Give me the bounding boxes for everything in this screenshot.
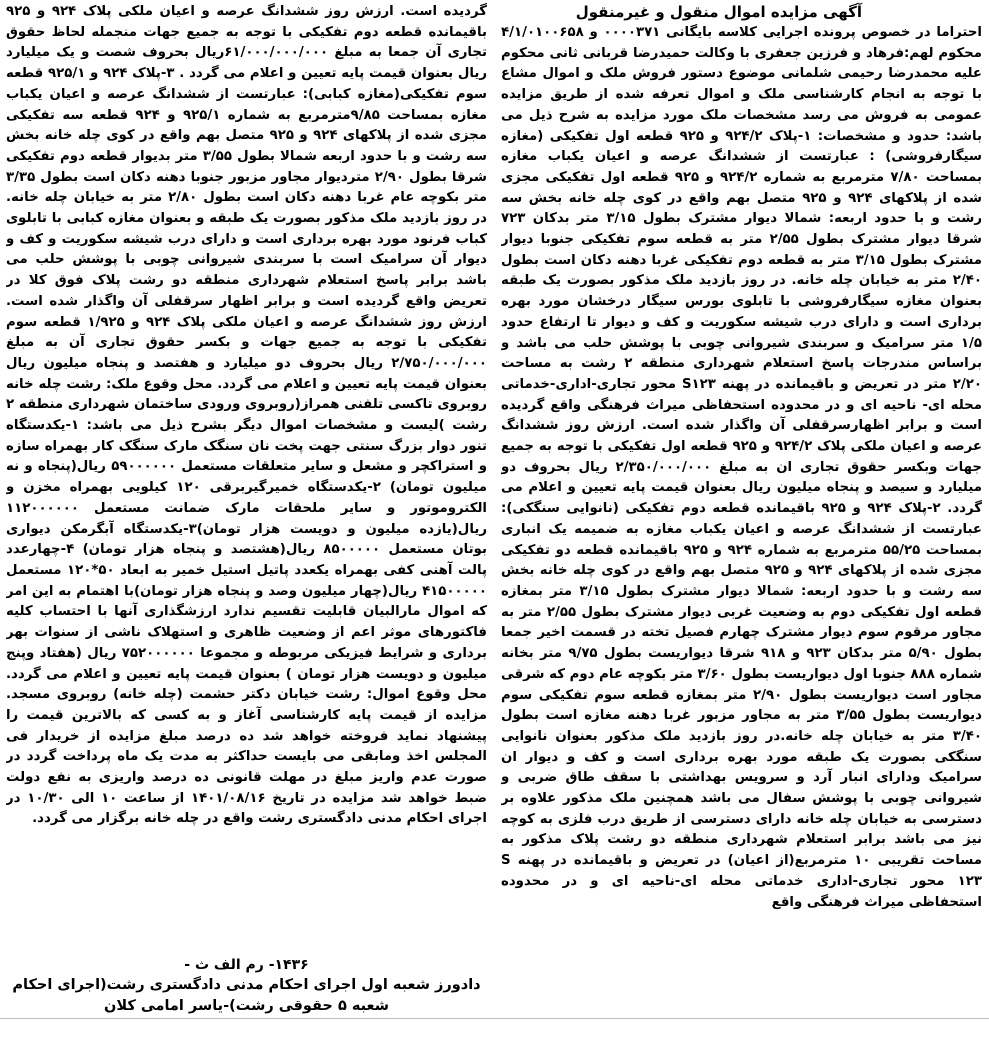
notice-code: ۱۴۳۶- رم الف ث -	[184, 957, 309, 973]
footer-divider	[0, 1018, 989, 1019]
auction-notice	[5, 2, 982, 1017]
notice-title: آگهی مزایده اموال منقول و غیرمنقول	[575, 3, 862, 21]
notice-column-left	[6, 2, 487, 1017]
notice-signature-line-2: شعبه ۵ حقوقی رشت)-یاسر امامی کلان	[103, 998, 390, 1014]
notice-signature-line-1: دادورز شعبه اول اجرای احکام مدنی دادگستری رشت(اجرای احکام	[12, 977, 481, 993]
notice-text-left: گردیده است. ارزش روز ششدانگ عرصه و اعیان ملکی پلاک ۹۲۴ و ۹۲۵ باقیمانده قطعه دوم تفکیکی با توجه به جمیع جهات منجمله لحاظ حقوق تجاری آن جمعا به مبلغ ۶۱/۰۰۰/۰۰۰/۰۰۰ریال بحروف شصت و یک میلیارد ریال بعنوان قیمت پایه تعیین و اعلام می گردد . ۳-پلاک ۹۲۴ و ۹۲۵/۱ قطعه سوم تفکیکی(مغازه کبابی): عبارتست از ششدانگ عرصه و اعیان یکباب مغازه بمساحت ۹/۸۵مترمربع به شماره ۹۲۵/۱ و ۹۲۴ قطعه سه تفکیکی مجزی شده از پلاکهای ۹۲۴ و ۹۲۵ متصل بهم واقع در کوی چله خانه بخش سه رشت و با حدود اربعه شمالا بطول ۳/۵۵ متر بدیوار قطعه دوم تفکیکی شرقا بطول ۲/۹۰ متردیوار مجاور مزبور جنوبا دهنه دکان است بطول ۳/۳۵ متر بکوچه عام غربا دهنه دکان است بطول ۲/۸۰ متر به خیابان چله خانه. در روز بازدید ملک مذکور بصورت یک طبقه و بعنوان مغازه کبابی با تابلوی کباب فرنود مورد بهره برداری است و دارای درب شیشه سکوریت و کف و دیوار آن سرامیک است با سربندی شیروانی چوبی با پوشش حلب می باشد برابر پاسخ استعلام شهرداری منطقه دو رشت پلاک فوق کلا در تعریض واقع گردیده است و برابر اظهار سرقفلی آن واگذار شده است. ارزش روز ششدانگ عرصه و اعیان ملکی پلاک ۹۲۴ و ۱/۹۲۵ قطعه سوم تفکیکی با توجه به جمیع جهات و بکسر حقوق تجاری آن به مبلغ ۲/۷۵۰/۰۰۰/۰۰۰ ریال بحروف دو میلیارد و هفتصد و پنجاه میلیون ریال بعنوان قیمت پایه تعیین و اعلام می گردد. محل وقوع ملک: رشت چله خانه روبروی تاکسی تلفنی همراز(روبروی ورودی ساختمان شهرداری منطقه ۲ رشت )لیست و مشخصات اموال دیگر بشرح ذیل می باشد: ۱-یکدستگاه تنور دوار بزرگ سنتی جهت پخت نان سنگک مارک سنگک کار بهمراه سازه و استراکچر و مشعل و سایر متعلقات مستعمل ۵۹۰۰۰۰۰۰ ریال(پنجاه و نه میلیون تومان) ۲-یکدستگاه خمیرگیربرقی ۱۲۰ کیلویی بهمراه مخزن و الکتروموتور و سایر ملحقات مارک ضمانت مستعمل ۱۱۲۰۰۰۰۰۰ ریال(یازده میلیون و دویست هزار تومان)۳-یکدستگاه آبگرمکن دیواری بوتان مستعمل ۸۵۰۰۰۰۰ ریال(هشتصد و پنجاه هزار تومان) ۴-چهارعدد پالت آهنی کفی بهمراه یکعدد پاتیل استیل خمیر به ابعاد ۵۰*۱۲۰ مستعمل ۴۱۵۰۰۰۰۰ ریال(چهار میلیون وصد و پنجاه هزار تومان)با اهتمام به این امر که اموال مارالبیان قابلیت تقسیم ندارد ارزشگذاری آنها با احتساب کلیه فاکتورهای موثر اعم از وضعیت ظاهری و استهلاک ناشی از سنوات بهر برداری و شرایط فیزیکی مربوطه و مجموعا ۷۵۲۰۰۰۰۰۰ ریال (هفتاد وپنج میلیون و دویست هزار تومان ) بعنوان قیمت پایه تعیین و اعلام می گردد. محل وقوع اموال: رشت خیابان دکتر حشمت (چله خانه) روبروی مسجد. مزایده از قیمت پایه کارشناسی آغاز و به کسی که بالاترین قیمت را پیشنهاد نماید فروخته خواهد شد ده درصد مبلغ مزایده از خریدار فی المجلس اخذ ومابقی می بایست حداکثر به مدت یک ماه پرداخت گردد در صورت عدم واریز مبلغ در مهلت قانونی ده درصد واریزی به نفع دولت ضبط خواهد شد مزایده در تاریخ ۱۴۰۱/۰۸/۱۶ از ساعت ۱۰ الی ۱۰/۳۰ در اجرای احکام مدنی دادگستری رشت واقع در چله خانه برگزار می گردد.	[6, 4, 487, 827]
notice-text-right: احتراما در خصوص پرونده اجرایی کلاسه بایگانی ۰۰۰۰۳۷۱ و ۴/۱/۰۱۰۰۶۵۸ محکوم لهم:فرهاد و فرزین جعفری با وکالت حمیدرضا قربانی ثانی محکوم علیه محمدرضا رحیمی شلمانی موضوع دستور فروش ملک و اموال مشاع با توجه به انجام کارشناسی ملک و اموال تعرفه شده از طریق مزایده عمومی به فروش می رسد مشخصات ملک مورد مزایده به شرح ذیل می باشد: حدود و مشخصات: ۱-پلاک ۹۲۴/۲ و ۹۲۵ قطعه اول تفکیکی (مغازه سیگارفروشی) : عبارتست از ششدانگ عرصه و اعیان یکباب مغازه بمساحت ۷/۸۰ مترمربع به شماره ۹۲۴/۲ و ۹۲۵ قطعه اول تفکیکی مجزی شده از پلاکهای ۹۲۴ و ۹۲۵ متصل بهم واقع در کوی چله خانه بخش سه رشت و با حدود اربعه: شمالا دیوار مشترک بطول ۳/۱۵ متر بدکان ۷۲۳ شرقا دیوار مشترک بطول ۲/۵۵ متر به قطعه سوم تفکیکی جنوبا دیوار مشترک بطول ۳/۱۵ متر به قطعه دوم تفکیکی غربا دهنه دکان است بطول ۲/۴۰ متر به خیابان چله خانه. در روز بازدید ملک مذکور بصورت یک طبقه بعنوان مغازه سیگارفروشی با تابلوی بورس سیگار درخشان مورد بهره برداری است و دارای درب شیشه سکوریت و کف و دیوار تا ارتفاع حدود ۱/۵ متر سرامیک و سربندی شیروانی چوبی با پوشش حلب می باشد و براساس مندرجات پاسخ استعلام شهرداری منطقه ۲ رشت به مساحت ۲/۲۰ متر در تعریض و باقیمانده در پهنه S۱۲۳ محور تجاری-اداری-خدماتی محله ای- ناحیه ای و در محدوده استحفاظی میراث فرهنگی واقع گردیده است و برابر اظهارسرقفلی آن واگذار شده است. ارزش روز ششدانگ عرصه و اعیان ملکی پلاک ۹۲۴/۲ و ۹۲۵ قطعه اول تفکیکی با توجه به جمیع جهات وبکسر حقوق تجاری ان به مبلغ ۲/۳۵۰/۰۰۰/۰۰۰ ریال بحروف دو میلیارد و سیصد و پنجاه میلیون ریال بعنوان قیمت پایه تعیین و اعلام می گردد. ۲-پلاک ۹۲۴ و ۹۲۵ باقیمانده قطعه دوم تفکیکی (نانوایی سنگکی): عبارتست از ششدانگ عرصه و اعیان یکباب مغازه به ضمیمه یک انباری بمساحت ۵۵/۲۵ مترمربع به شماره ۹۲۴ و ۹۲۵ باقیمانده قطعه دو تفکیکی مجزی شده از پلاکهای ۹۲۴ و ۹۲۵ متصل بهم واقع در کوی چله خانه بخش سه رشت و با حدود اربعه: شمالا دیوار مشترک بطول ۳/۱۵ متر بمغازه قطعه اول تفکیکی دوم به وضعیت غربی دیوار مشترک بطول ۲/۵۵ متر به مجاور مرقوم سوم دیوار مشترک چهارم فصیل تخته در قسمت اخیر جمعا بطول ۵/۹۰ متر بدکان ۹۲۳ و ۹۱۸ شرقا دیواریست بطول ۹/۷۵ متر بخانه شماره ۸۸۸ جنوبا اول دیواریست بطول ۳/۶۰ متر بکوچه عام دوم که شرقی مجاور است دیواریست بطول ۲/۹۰ متر بمغازه قطعه سوم تفکیکی سوم دیواریست بطول ۳/۵۵ متر به مجاور مزبور غربا دهنه مغازه است بطول ۳/۴۰ متر به خیابان چله خانه.در روز بازدید ملک مذکور بعنوان نانوایی سنگکی بصورت یک طبقه مورد بهره برداری است و کف و دیوار ان سرامیک ودارای انبار آرد و سرویس بهداشتی با سقف طاق ضربی و شیروانی چوبی با پوشش سفال می باشد همچنین ملک مذکور علاوه بر دسترسی به خیابان چله خانه دارای دسترسی از طریق درب فلزی به کوچه نیز می باشد برابر استعلام شهرداری منطقه دو رشت پلاک مذکور به مساحت تقریبی ۱۰ مترمربع(از اعیان) در تعریض و باقیمانده در پهنه S ۱۲۳ محور تجاری-اداری خدماتی محله ای-ناحیه ای و در محدوده استحفاظی میراث فرهنگی واقع	[501, 25, 982, 910]
notice-column-right	[501, 2, 982, 1017]
